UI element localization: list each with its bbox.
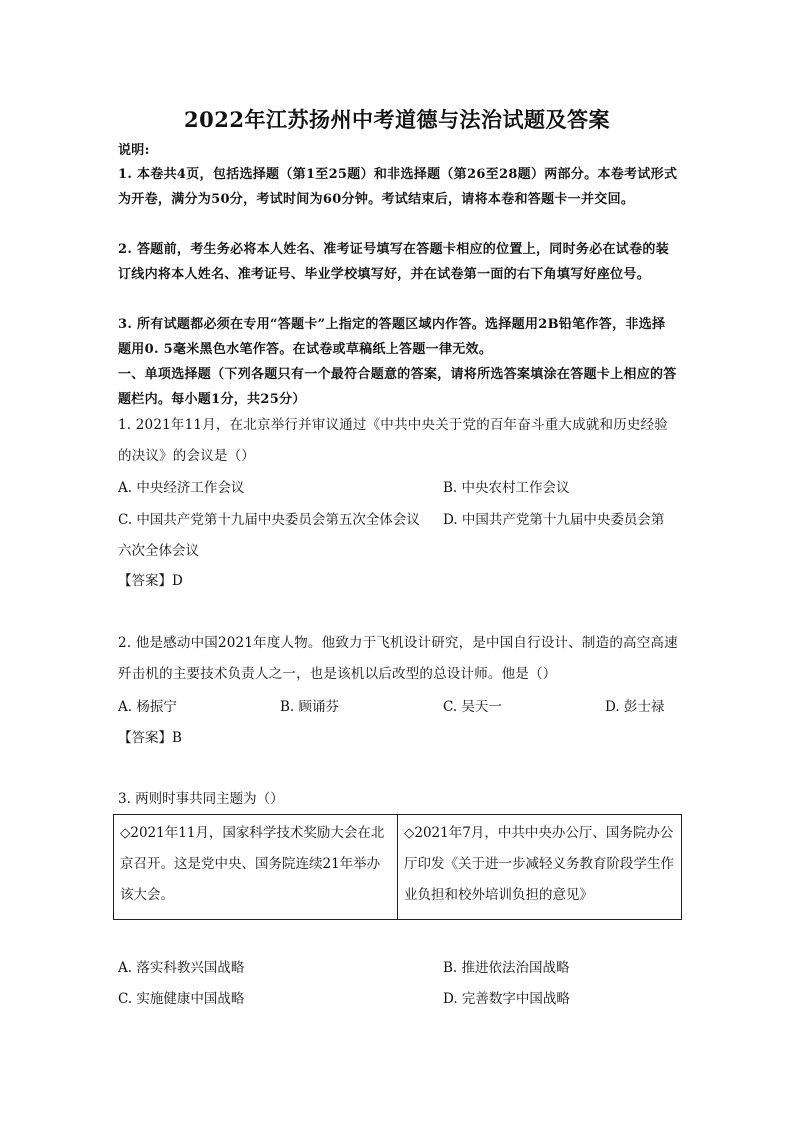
- question-2-stem: 2. 他是感动中国2021年度人物。他致力于飞机设计研究，是中国自行设计、制造的高空高速歼击机的主要技术负责人之一，也是该机以后改型的总设计师。他是（）: [118, 635, 678, 682]
- question-2-option-a: A. 杨振宁: [118, 699, 177, 715]
- question-1-option-b: B. 中央农村工作会议: [443, 480, 570, 496]
- question-3-option-d: D. 完善数字中国战略: [443, 991, 570, 1007]
- question-3-option-b: B. 推进依法治国战略: [443, 960, 570, 976]
- question-3-option-c: C. 实施健康中国战略: [118, 991, 245, 1007]
- page-title: 2022年江苏扬州中考道德与法治试题及答案: [184, 107, 610, 132]
- instructions-heading: 说明:: [118, 143, 150, 158]
- question-1-option-d-cont: 六次全体会议: [118, 543, 199, 559]
- question-1-answer: 【答案】D: [118, 573, 183, 589]
- question-3-option-a: A. 落实科教兴国战略: [118, 960, 245, 976]
- question-2-option-c: C. 吴天一: [443, 699, 502, 715]
- question-1-stem: 1. 2021年11月，在北京举行并审议通过《中共中央关于党的百年奋斗重大成就和历史经验的决议》的会议是（）: [118, 417, 669, 464]
- question-1-option-a: A. 中央经济工作会议: [118, 480, 245, 496]
- instruction-3: 3. 所有试题都必须在专用“答题卡”上指定的答题区域内作答。选择题用2B铅笔作答，非选择题用0. 5毫米黑色水笔作答。在试卷或草稿纸上答题一律无效。: [118, 317, 666, 357]
- news-item-2: ◇2021年7月，中共中央办公厅、国务院办公厅印发《关于进一步减轻义务教育阶段学生作业负担和校外培训负担的意见》: [398, 815, 682, 920]
- news-item-1: ◇2021年11月，国家科学技术奖励大会在北京召开。这是党中央、国务院连续21年举办该大会。: [114, 815, 398, 920]
- instruction-2: 2. 答题前，考生务必将本人姓名、准考证号填写在答题卡相应的位置上，同时务必在试卷的装订线内将本人姓名、准考证号、毕业学校填写好，并在试卷第一面的右下角填写好座位号。: [118, 242, 669, 282]
- question-2-answer: 【答案】B: [118, 730, 182, 746]
- question-2-option-d: D. 彭士禄: [605, 699, 665, 715]
- question-3-stem: 3. 两则时事共同主题为（）: [118, 791, 284, 807]
- question-2-option-b: B. 顾诵芬: [280, 699, 340, 715]
- instruction-1: 1. 本卷共4页，包括选择题（第1至25题）和非选择题（第26至28题）两部分。本卷考试形式为开卷，满分为50分，考试时间为60分钟。考试结束后，请将本卷和答题卡一并交回。: [118, 167, 678, 207]
- section-heading: 一、单项选择题（下列各题只有一个最符合题意的答案，请将所选答案填涂在答题卡上相应的答题栏内。每小题1分，共25分）: [118, 367, 677, 407]
- news-table: [113, 814, 682, 920]
- question-1-option-c: C. 中国共产党第十九届中央委员会第五次全体会议: [118, 512, 420, 528]
- question-1-option-d: D. 中国共产党第十九届中央委员会第: [443, 512, 665, 528]
